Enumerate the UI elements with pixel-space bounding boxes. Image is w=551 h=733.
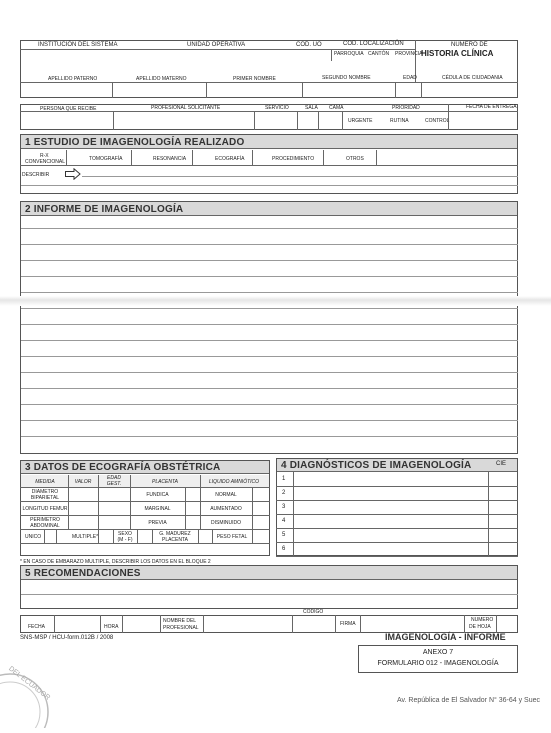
section-1-divider <box>20 165 518 166</box>
signature-divider <box>203 615 204 633</box>
section-2-title: 2 INFORME DE IMAGENOLOGÍA <box>25 204 184 215</box>
diagnosis-row-number: 4 <box>282 518 286 524</box>
label-cod-uo: COD. UO <box>296 42 322 48</box>
signature-divider <box>335 615 336 633</box>
signature-divider <box>464 615 465 633</box>
section-3-grid-line <box>152 529 153 543</box>
address-text: Av. República de El Salvador N° 36-64 y Suec <box>397 697 541 704</box>
label-previa: PREVIA <box>148 520 167 526</box>
signature-row <box>20 615 518 633</box>
label-de-hoja: DE HOJA <box>469 624 491 630</box>
request-divider <box>448 104 449 130</box>
label-resonancia: RESONANCIA <box>153 156 187 162</box>
section-3-grid-line <box>137 529 138 543</box>
label-otros: OTROS <box>346 156 364 162</box>
label-fecha-entrega: FECHA DE ENTREGA <box>466 104 517 110</box>
report-line[interactable] <box>21 420 518 421</box>
diagnosis-field[interactable] <box>294 515 487 527</box>
label-provincia: PROVINCIA <box>395 51 423 57</box>
label-convencional: CONVENCIONAL <box>25 159 66 165</box>
label-cie: CIE <box>496 461 507 467</box>
label-rx: R-X <box>40 153 49 159</box>
label-firma: FIRMA <box>340 621 356 627</box>
label-cedula: CÉDULA DE CIUDADANIA <box>442 75 503 81</box>
diagnosis-row-line <box>276 556 518 557</box>
label-aumentado: AUMENTADO <box>210 506 242 512</box>
form-code: SNS-MSP / HCU-form.012B / 2008 <box>20 635 114 641</box>
col-gest: GEST. <box>106 481 122 487</box>
label-numero: NUMERO <box>471 617 494 623</box>
diagnosis-field[interactable] <box>294 473 487 485</box>
section-3-grid-line <box>98 475 99 529</box>
label-prioridad: PRIORIDAD <box>392 105 420 111</box>
label-ecografia: ECOGRAFÍA <box>215 156 245 162</box>
page-fold-shadow <box>0 296 551 306</box>
footnote-multiple: * EN CASO DE EMBARAZO MULTIPLE, DESCRIBIR LOS DATOS EN EL BLOQUE 2 <box>20 559 211 565</box>
signature-divider <box>292 615 293 633</box>
section-3-grid-line <box>252 487 253 529</box>
label-segundo-nombre: SEGUNDO NOMBRE <box>322 75 371 81</box>
section-1-divider <box>66 150 67 165</box>
label-g-madurez: G. MADUREZ <box>159 531 191 537</box>
col-liquido: LIQUIDO AMNIÓTICO <box>208 479 260 485</box>
header-divider <box>206 82 207 98</box>
label-marginal: MARGINAL <box>144 506 171 512</box>
section-1-divider <box>131 150 132 165</box>
request-divider <box>318 111 319 130</box>
section-5-title: 5 RECOMENDACIONES <box>25 568 141 579</box>
section-3-grid-line <box>212 529 213 543</box>
seal-text: DEL ECUADOR <box>7 665 52 702</box>
col-edad: EDAD <box>107 475 121 481</box>
recomendaciones-line[interactable] <box>21 594 518 595</box>
writing-line <box>21 185 518 186</box>
diagnosis-row-number: 6 <box>282 546 286 552</box>
label-profesional-solicitante: PROFESIONAL SOLICITANTE <box>151 105 221 111</box>
label-normal: NORMAL <box>215 492 237 498</box>
diagnosis-row-number: 2 <box>282 490 286 496</box>
section-3-title: 3 DATOS DE ECOGRAFÍA OBSTÉTRICA <box>25 462 221 473</box>
label-primer-nombre: PRIMER NOMBRE <box>233 76 276 82</box>
label-urgente: URGENTE <box>348 118 373 124</box>
signature-divider <box>160 615 161 633</box>
report-line[interactable] <box>21 308 518 309</box>
label-historia-clinica: HISTORIA CLÍNICA <box>421 49 494 58</box>
section-3-grid-line <box>20 487 270 488</box>
request-divider <box>297 111 298 130</box>
section-3-grid-line <box>20 529 270 530</box>
signature-divider <box>360 615 361 633</box>
label-servicio: SERVICIO <box>265 105 289 111</box>
section-3-grid-line <box>185 487 186 529</box>
label-canton: CANTÓN <box>368 51 390 57</box>
label-codigo: CODIGO <box>303 609 324 615</box>
section-1-divider <box>252 150 253 165</box>
diagnosis-row-number: 3 <box>282 504 286 510</box>
report-line[interactable] <box>21 260 518 261</box>
section-3-grid-line <box>198 529 199 543</box>
label-profesional: PROFESIONAL <box>163 625 199 631</box>
section-3-grid-line <box>20 543 270 544</box>
col-placenta: PLACENTA <box>151 479 179 485</box>
label-sala: SALA <box>305 105 318 111</box>
diagnosis-field[interactable] <box>294 529 487 541</box>
header-divider <box>302 82 303 98</box>
label-apellido-materno: APELLIDO MATERNO <box>136 76 187 82</box>
signature-divider <box>122 615 123 633</box>
diagnosis-field[interactable] <box>294 487 487 499</box>
arrow-right-icon <box>65 167 81 185</box>
label-sexo: SEXO <box>118 531 132 537</box>
section-1-divider <box>376 150 377 165</box>
label-control: CONTROL <box>425 118 450 124</box>
report-line[interactable] <box>21 276 518 277</box>
report-line[interactable] <box>21 292 518 293</box>
col-medida: MEDIDA <box>35 479 55 485</box>
label-edad: EDAD <box>403 75 417 81</box>
label-fecha: FECHA <box>28 624 45 630</box>
label-unidad-operativa: UNIDAD OPERATIVA <box>187 42 246 48</box>
label-cod-localizacion: COD. LOCALIZACIÓN <box>343 41 404 47</box>
report-line[interactable] <box>21 372 518 373</box>
report-line[interactable] <box>21 436 518 437</box>
report-line[interactable] <box>21 388 518 389</box>
label-perimetro: PERIMETRO <box>30 517 60 523</box>
diagnosis-row-number: 1 <box>282 476 286 482</box>
label-hora: HORA <box>104 624 119 630</box>
label-nombre-del: NOMBRE DEL <box>163 618 197 624</box>
request-divider <box>254 111 255 130</box>
label-apellido-paterno: APELLIDO PATERNO <box>48 76 98 82</box>
header-divider <box>421 82 422 98</box>
label-procedimiento: PROCEDIMIENTO <box>272 156 315 162</box>
diagnosis-row-number: 5 <box>282 532 286 538</box>
col-valor: VALOR <box>74 479 92 485</box>
writing-line <box>82 176 518 177</box>
section-1-title: 1 ESTUDIO DE IMAGENOLOGÍA REALIZADO <box>25 137 245 148</box>
report-line[interactable] <box>21 404 518 405</box>
header-divider <box>20 49 415 50</box>
header-divider <box>331 49 332 61</box>
label-longitud-femur: LONGITUD FEMUR <box>22 506 68 512</box>
label-peso-fetal: PESO FETAL <box>216 534 248 540</box>
section-3-grid-line <box>252 529 253 543</box>
label-persona-recibe: PERSONA QUE RECIBE <box>40 106 97 112</box>
signature-divider <box>100 615 101 633</box>
label-tomografia: TOMOGRAFÍA <box>89 156 123 162</box>
label-disminuido: DISMINUIDO <box>211 520 241 526</box>
header-divider <box>112 82 113 98</box>
label-rutina: RUTINA <box>390 118 409 124</box>
label-cama: CAMA <box>329 105 344 111</box>
section-3-grid-line <box>44 529 45 543</box>
diagnosis-field[interactable] <box>294 543 487 555</box>
request-divider <box>113 111 114 130</box>
label-unico: UNICO <box>25 534 42 540</box>
section-3-grid-line <box>113 529 114 543</box>
label-numero-de: NUMERO DE <box>451 42 488 48</box>
label-fundica: FUNDICA <box>146 492 169 498</box>
report-line[interactable] <box>21 244 518 245</box>
label-madurez-placenta: PLACENTA <box>161 537 189 543</box>
label-sexo-mf: (M - F) <box>117 537 133 543</box>
label-biparietal: BIPARIETAL <box>30 495 60 501</box>
label-describir: DESCRIBIR <box>22 172 50 178</box>
form-title: IMAGENOLOGÍA - INFORME <box>385 632 506 642</box>
label-institucion: INSTITUCIÓN DEL SISTEMA <box>38 42 118 48</box>
report-line[interactable] <box>21 340 518 341</box>
section-3-grid-line <box>98 529 99 543</box>
signature-divider <box>496 615 497 633</box>
label-anexo: ANEXO 7 <box>422 649 454 656</box>
label-diametro: DIAMETRO <box>31 489 59 495</box>
section-1-divider <box>323 150 324 165</box>
diagnosis-field[interactable] <box>294 501 487 513</box>
section-3-grid-line <box>20 515 270 516</box>
section-1-divider <box>192 150 193 165</box>
request-divider <box>342 111 343 130</box>
label-parroquia: PARROQUIA <box>334 51 364 57</box>
header-divider <box>20 82 518 83</box>
section-2-box <box>20 201 518 454</box>
report-line[interactable] <box>21 228 518 229</box>
section-3-grid-line <box>20 501 270 502</box>
section-4-title: 4 DIAGNÓSTICOS DE IMAGENOLOGÍA <box>281 460 472 471</box>
label-abdominal: ABDOMINAL <box>30 523 60 529</box>
section-3-grid-line <box>56 529 57 543</box>
signature-divider <box>54 615 55 633</box>
header-divider <box>395 82 396 98</box>
label-multiple: MULTIPLE* <box>72 534 99 540</box>
report-line[interactable] <box>21 356 518 357</box>
section-3-grid-line <box>68 475 69 529</box>
label-formulario: FORMULARIO 012 - IMAGENOLOGÍA <box>377 660 499 667</box>
report-line[interactable] <box>21 324 518 325</box>
